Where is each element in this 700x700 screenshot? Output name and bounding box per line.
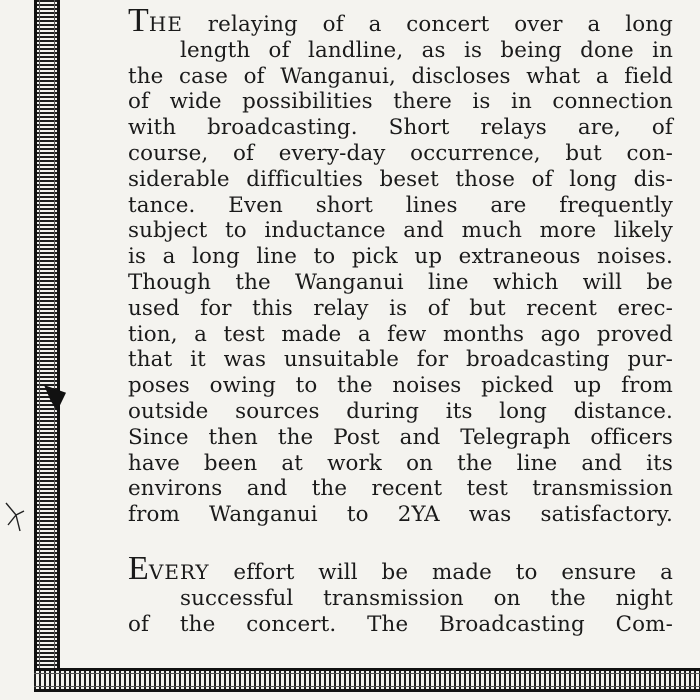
paragraph-line: that it was unsuitable for broadcasting pur-	[128, 347, 673, 373]
drop-cap: E	[128, 549, 149, 587]
paragraph-line: is a long line to pick up extraneous noises.	[128, 244, 673, 270]
paragraph-line: successful transmission on the night	[180, 585, 673, 611]
paragraph-line: Though the Wanganui line which will be	[128, 269, 673, 295]
paragraph-line: environs and the recent test transmission	[128, 476, 673, 502]
line-text: relaying of a concert over a long	[182, 12, 673, 37]
article-paragraph-2	[128, 549, 673, 637]
paragraph-line: siderable difficulties beset those of long dis-	[128, 166, 673, 192]
paragraph-line: have been at work on the line and its	[128, 450, 673, 476]
paragraph-line: of the concert. The Broadcasting Com-	[128, 611, 673, 637]
paragraph-line: used for this relay is of but recent erec-	[128, 295, 673, 321]
drop-cap: T	[128, 2, 149, 39]
ink-smudge-mark	[2, 495, 28, 535]
small-caps-lead: VERY	[148, 559, 210, 584]
paragraph-line	[128, 549, 673, 587]
ornamental-border-bottom-inner	[34, 673, 700, 687]
paragraph-line	[128, 2, 673, 39]
paragraph-line: length of landline, as is being done in	[180, 37, 673, 63]
article-text-column	[128, 2, 673, 637]
ornamental-border-left-inner	[39, 0, 55, 690]
paragraph-line: from Wanganui to 2YA was satisfactory.	[128, 502, 673, 528]
paragraph-line: course, of every-day occurrence, but con-	[128, 140, 673, 166]
paragraph-line: of wide possibilities there is in connection	[128, 89, 673, 115]
article-paragraph-1	[128, 2, 673, 528]
paragraph-line: poses owing to the noises picked up from	[128, 373, 673, 399]
paragraph-line: outside sources during its long distance.	[128, 398, 673, 424]
line-text: effort will be made to ensure a	[209, 559, 673, 585]
paragraph-line: subject to inductance and much more likely	[128, 218, 673, 244]
paragraph-line: with broadcasting. Short relays are, of	[128, 115, 673, 141]
paragraph-line: the case of Wanganui, discloses what a field	[128, 63, 673, 89]
paragraph-line: tion, a test made a few months ago proved	[128, 321, 673, 347]
paragraph-line: Since then the Post and Telegraph officers	[128, 424, 673, 450]
paragraph-line: tance. Even short lines are frequently	[128, 192, 673, 218]
small-caps-lead: HE	[148, 12, 183, 36]
